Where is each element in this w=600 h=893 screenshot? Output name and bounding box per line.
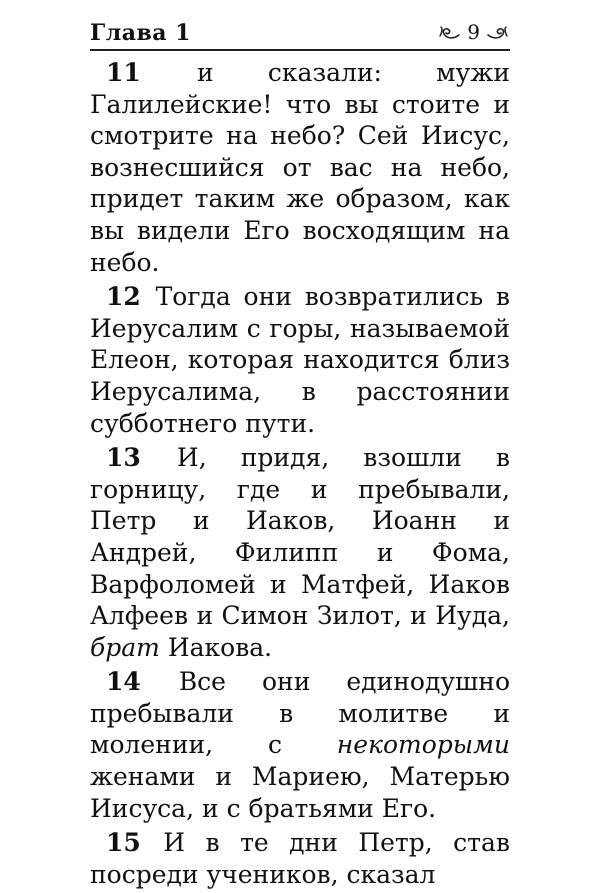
verse-12: [90, 281, 510, 439]
page-number: 9: [467, 20, 480, 44]
chapter-title: Глава 1: [90, 20, 191, 46]
verse-15: [90, 827, 510, 890]
verse-list: [90, 57, 510, 893]
book-page: [90, 18, 511, 889]
verse-number: 13: [106, 443, 141, 473]
flourish-left-icon: [437, 24, 461, 40]
verse-14: [90, 666, 510, 824]
header-rule: [90, 49, 510, 51]
verse-text: и сказали: мужи Галилейские! что вы стоите и смотрите на небо? Сей Иисус, вознесшийся от вас на небо, придет таким же образом, как вы видели Его восходящим на небо.: [90, 58, 510, 277]
verse-italic-text: брат: [90, 632, 160, 662]
page-number-block: [437, 20, 510, 44]
flourish-right-icon: [486, 24, 510, 40]
verse-11: [90, 57, 510, 278]
verse-text: Иакова.: [159, 632, 273, 662]
verse-number: 12: [106, 282, 141, 312]
verse-text: И, придя, взошли в горницу, где и пребывали, Петр и Иаков, Иоанн и Андрей, Филипп и Фома, Варфоломей и Матфей, Иаков Алфеев и Симон Зилот, и Иуда,: [90, 443, 511, 631]
verse-text: Все они единодушно пребывали в молитве и молении, с: [90, 667, 510, 760]
verse-text: И в те дни Петр, став посреди учеников, сказал: [90, 828, 510, 889]
verse-number: 14: [106, 667, 141, 697]
verse-text: Тогда они возвратились в Иерусалим с горы, называемой Елеон, которая находится близ Иерусалима, в расстоянии субботнего пути.: [90, 282, 510, 438]
verse-text: женами и Мариею, Матерью Иисуса, и с братьями Его.: [90, 762, 510, 823]
verse-number: 15: [106, 828, 141, 858]
verse-13: [90, 442, 510, 663]
verse-italic-text: некоторыми: [336, 730, 510, 760]
page-header: [90, 18, 510, 52]
verse-number: 11: [106, 58, 141, 87]
